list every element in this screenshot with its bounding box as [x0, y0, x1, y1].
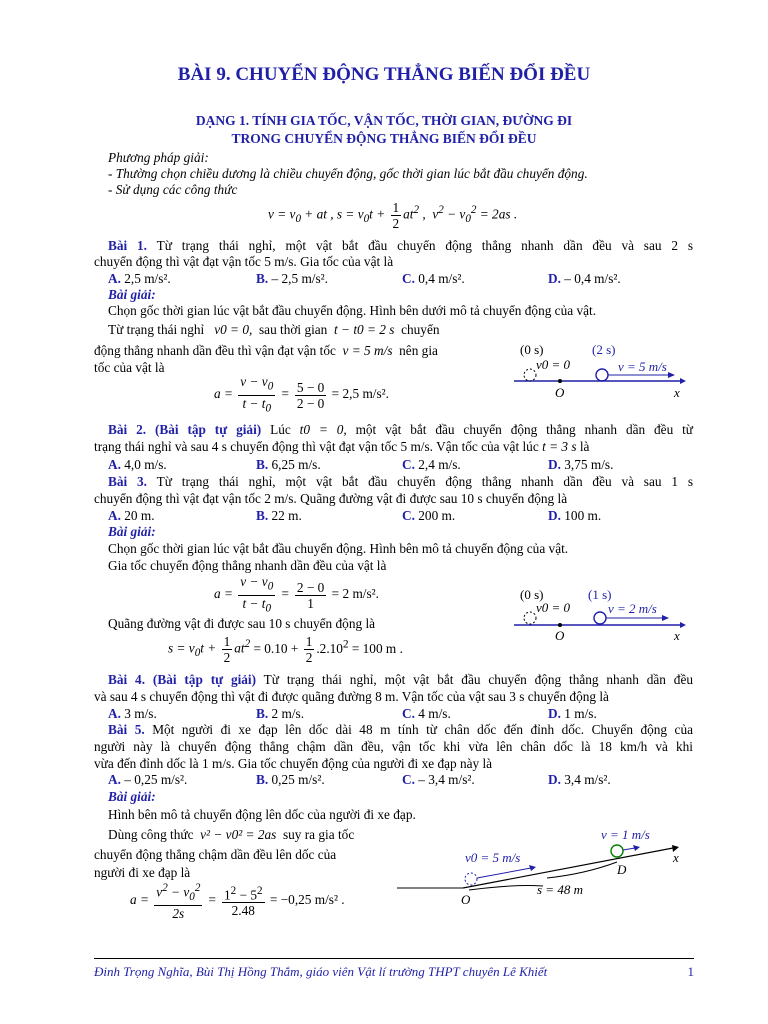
bai1-option-b: B. – 2,5 m/s². — [256, 271, 328, 286]
bai5-accel-formula: a = $\frac{v^2 - v_0^2}{2s}$ = $\frac{1^2 - 5^2}{2.48}$ = −0,25 m/s² . — [130, 882, 345, 922]
bai3-diagram-origin: O — [555, 628, 565, 643]
bai3-text-line-1: Bài 3. Từ trạng thái nghỉ, một vật bắt đầu chuyển động thẳng nhanh dần đều và sau 1 s — [108, 474, 694, 489]
bai2-label: Bài 2. — [108, 422, 147, 437]
bai3-diagram-axis-arrow — [680, 622, 686, 628]
bai5-label: Bài 5. — [108, 722, 145, 737]
method-formula: $v = v_0$ + at , $s = v_0t$ + $\frac{1}{2}$ $at^2$ , $v^2 - v_0^2 = 2as$ . — [268, 200, 518, 231]
bai1-motion-diagram — [510, 338, 690, 398]
bai5-diagram-v-vector — [623, 848, 635, 850]
bai3-solution-line-1: Chọn gốc thời gian lúc vật bắt đầu chuyển động. Hình bên mô tả chuyển động của vật. — [108, 541, 569, 556]
bai1-solution-line-4: tốc của vật là — [94, 360, 165, 375]
bai1-text-line-1: Bài 1. Từ trạng thái nghỉ, một vật bắt đầu chuyển động thẳng nhanh dần đều và sau 2 s — [108, 238, 694, 253]
bai5-diagram-s: s = 48 m — [537, 882, 583, 897]
bai1-text-line-2: chuyển động thì vật đạt vận tốc 5 m/s. Gia tốc của vật là — [94, 254, 394, 269]
bai1-diagram-v0: v0 = 0 — [536, 357, 571, 372]
bai5-solution-line-4: người đi xe đạp là — [94, 865, 191, 880]
bai3-diagram-v0: v0 = 0 — [536, 600, 571, 615]
bai5-solution-line-1: Hình bên mô tả chuyển động lên dốc của người đi xe đạp. — [108, 807, 416, 822]
method-heading: Phương pháp giải: — [108, 150, 209, 165]
section-heading-line-2: TRONG CHUYỂN ĐỘNG THẲNG BIẾN ĐỔI ĐỀU — [231, 131, 537, 146]
bai3-solution-line-3: Quãng đường vật đi được sau 10 s chuyển động là — [108, 616, 376, 631]
bai3-solution-line-2: Gia tốc chuyển động thẳng nhanh dần đều của vật là — [108, 558, 387, 573]
bai5-solution-line-2: Dùng công thức v² − v0² = 2as suy ra gia tốc — [108, 827, 355, 842]
bai1-diagram-origin: O — [555, 385, 565, 398]
bai5-diagram-start-ball — [465, 873, 477, 885]
bai1-diagram-velocity-arrow — [668, 372, 675, 378]
section-heading-line-1: DẠNG 1. TÍNH GIA TỐC, VẬN TỐC, THỜI GIAN, ĐƯỜNG ĐI — [195, 113, 573, 128]
bai2-option-a: A. 4,0 m/s. — [108, 457, 167, 472]
bai2-text-line-2: trạng thái nghỉ và sau 4 s chuyển động thì vật đạt vận tốc 5 m/s. Vận tốc của vật lúc t = 3 s là — [94, 439, 590, 454]
bai4-option-c: C. 4 m/s. — [402, 706, 451, 721]
bai1-diagram-origin-dot — [558, 379, 562, 383]
bai1-diagram-end-ball — [596, 369, 608, 381]
bai3-diagram-t0: (0 s) — [520, 587, 544, 602]
bai5-text-line-1: Bài 5. Một người đi xe đạp lên dốc dài 48 m tính từ chân dốc đến đỉnh dốc. Chuyển động của — [108, 722, 693, 737]
bai3-diagram-x: x — [674, 628, 680, 643]
bai1-label: Bài 1. — [108, 238, 148, 253]
bai2-option-d: D. 3,75 m/s. — [548, 457, 614, 472]
bai3-option-a: A. 20 m. — [108, 508, 155, 523]
page-title: BÀI 9. CHUYỂN ĐỘNG THẲNG BIẾN ĐỔI ĐỀU — [177, 64, 591, 85]
page-footer — [94, 958, 694, 981]
bai1-option-d: D. – 0,4 m/s². — [548, 271, 621, 286]
bai5-solution-label: Bài giải: — [108, 789, 156, 804]
bai5-slope-diagram — [395, 822, 695, 908]
page-number: 1 — [687, 964, 694, 979]
bai3-diagram-v: v = 2 m/s — [608, 601, 657, 616]
method-line-1: - Thường chọn chiều dương là chiều chuyển động, gốc thời gian lúc bắt đầu chuyển động. — [108, 166, 588, 181]
bai5-solution-line-3: chuyển động thẳng chậm dần đều lên dốc của — [94, 847, 337, 862]
bai3-diagram-start-ball — [524, 612, 536, 624]
bai5-diagram-v-arrow — [633, 845, 640, 851]
bai5-option-a: A. – 0,25 m/s². — [108, 772, 188, 787]
bai5-option-d: D. 3,4 m/s². — [548, 772, 611, 787]
bai1-option-c: C. 0,4 m/s². — [402, 271, 465, 286]
bai2-option-c: C. 2,4 m/s. — [402, 457, 461, 472]
bai4-option-d: D. 1 m/s. — [548, 706, 597, 721]
bai5-option-b: B. 0,25 m/s². — [256, 772, 325, 787]
bai1-diagram-start-ball — [524, 369, 536, 381]
bai3-text-line-2: chuyển động thì vật đạt vận tốc 2 m/s. Quãng đường vật đi được sau 10 s chuyển động là — [94, 491, 568, 506]
bai1-diagram-x: x — [674, 385, 680, 398]
bai3-solution-label: Bài giải: — [108, 524, 156, 539]
bai1-diagram-axis-arrow — [680, 378, 686, 384]
bai3-diagram-velocity-arrow — [662, 615, 669, 621]
bai3-option-c: C. 200 m. — [402, 508, 456, 523]
bai5-diagram-x: x — [673, 850, 679, 865]
bai1-option-a: A. 2,5 m/s². — [108, 271, 171, 286]
bai1-diagram-v: v = 5 m/s — [618, 359, 667, 374]
bai3-option-b: B. 22 m. — [256, 508, 302, 523]
bai1-solution-line-1: Chọn gốc thời gian lúc vật bắt đầu chuyển động. Hình bên dưới mô tả chuyển động của vật. — [108, 303, 597, 318]
bai5-diagram-v-top: v = 1 m/s — [601, 827, 650, 842]
bai4-option-a: A. 3 m/s. — [108, 706, 157, 721]
bai3-diagram-origin-dot — [558, 623, 562, 627]
bai3-diagram-end-ball — [594, 612, 606, 624]
bai3-accel-formula: a = $\frac{v - v_0}{t - t_0}$ = $\frac{2 - 0}{1}$ = 2 m/s². — [214, 574, 379, 615]
bai5-option-c: C. – 3,4 m/s². — [402, 772, 475, 787]
bai3-distance-formula: $s = v_0t$ + $\frac{1}{2}$ $at^2 = 0.10$ + $\frac{1}{2}$ $.2.10^2 = 100$ m . — [168, 634, 403, 665]
bai4-text-line-1: Bài 4. (Bài tập tự giải) Từ trạng thái nghỉ, một vật bắt đầu chuyển động thẳng nhanh dần đều — [108, 672, 693, 687]
bai3-option-d: D. 100 m. — [548, 508, 602, 523]
bai3-label: Bài 3. — [108, 474, 148, 489]
bai4-text-line-2: và sau 4 s chuyển động thì vật đi được quãng đường 8 m. Vận tốc của vật sau 3 s chuyển động là — [94, 689, 609, 704]
bai1-solution-line-3: động thẳng nhanh dần đều thì vận đạt vận tốc v = 5 m/s nên gia — [94, 343, 438, 358]
bai2-option-b: B. 6,25 m/s. — [256, 457, 321, 472]
bai5-diagram-point-d: D — [617, 862, 627, 877]
bai1-solution-line-2: Từ trạng thái nghỉ v0 = 0, sau thời gian t − t0 = 2 s chuyển — [108, 322, 440, 337]
bai5-text-line-3: vừa đến đỉnh dốc là 1 m/s. Gia tốc chuyển động của người đi xe đạp này là — [94, 756, 493, 771]
bai1-solution-label: Bài giải: — [108, 287, 156, 302]
footer-authors: Đinh Trọng Nghĩa, Bùi Thị Hồng Thắm, giáo viên Vật lí trường THPT chuyên Lê Khiết — [94, 964, 548, 979]
bai1-diagram-t0: (0 s) — [520, 342, 544, 357]
bai5-diagram-v0: v0 = 5 m/s — [465, 850, 521, 865]
bai4-label: Bài 4. — [108, 672, 146, 687]
bai5-diagram-end-ball — [611, 845, 623, 857]
bai1-accel-formula: a = $\frac{v - v_0}{t - t_0}$ = $\frac{5 - 0}{2 - 0}$ = 2,5 m/s². — [214, 374, 389, 415]
method-line-2: - Sử dụng các công thức — [108, 182, 238, 197]
bai1-diagram-t1: (2 s) — [592, 342, 616, 357]
bai5-diagram-origin: O — [461, 892, 471, 907]
bai5-text-line-2: người này là chuyển động thẳng chậm dần đều, vận tốc khi vừa lên chân dốc là 18 km/h và khi — [94, 739, 693, 754]
bai2-text-line-1: Bài 2. (Bài tập tự giải) Lúc t0 = 0, một vật bắt đầu chuyển động thẳng nhanh dần đều từ — [108, 422, 693, 437]
bai4-option-b: B. 2 m/s. — [256, 706, 305, 721]
bai5-diagram-v0-arrow — [529, 865, 536, 871]
bai3-diagram-t1: (1 s) — [588, 587, 612, 602]
bai3-motion-diagram — [510, 585, 690, 645]
